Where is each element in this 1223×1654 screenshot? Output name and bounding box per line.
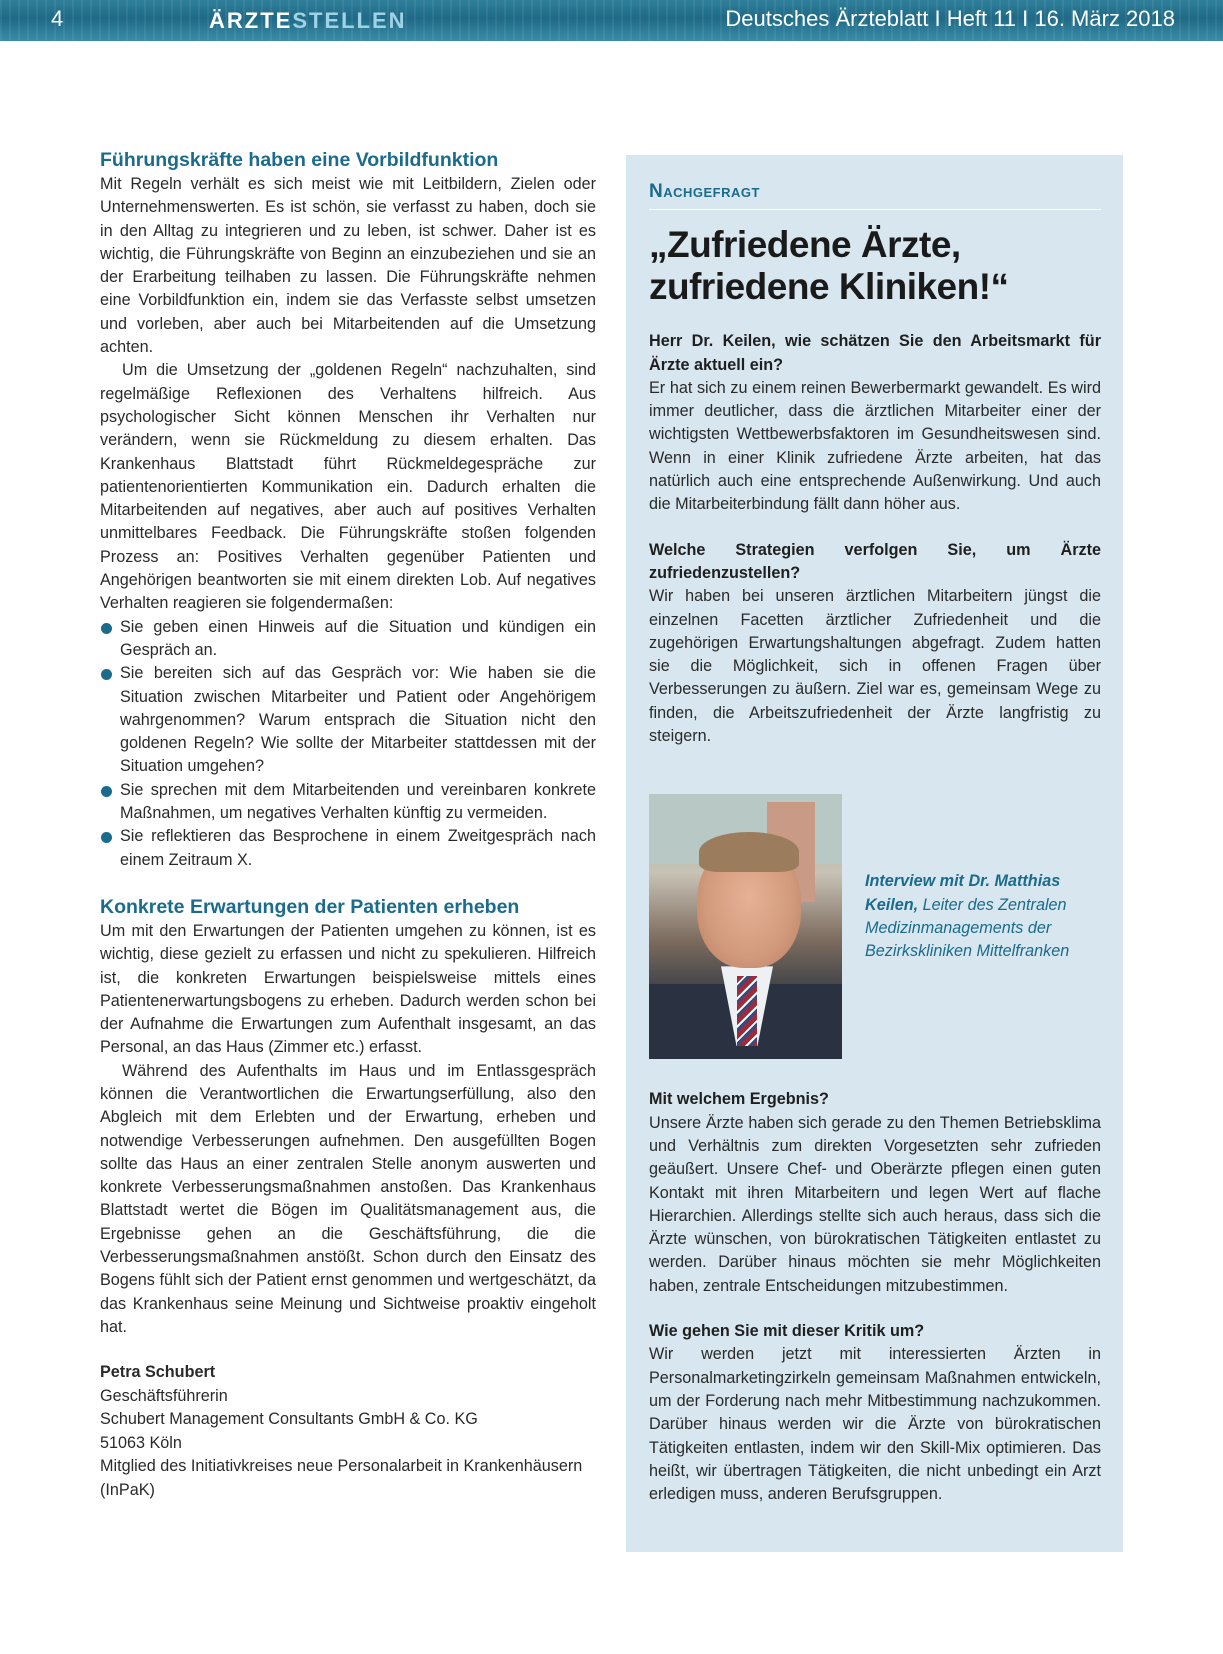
caption-role: Leiter des Zentralen Medizinmanagements der Bezirkskliniken Mittelfranken (865, 895, 1070, 961)
interview-box (626, 155, 1123, 1552)
author-city: 51063 Köln (100, 1433, 182, 1452)
issue-info: Deutsches Ärzteblatt I Heft 11 I 16. März 2018 (725, 6, 1175, 31)
caption-name: Interview mit Dr. Matthias Keilen, (865, 872, 1061, 914)
interview-question: Welche Strategien verfolgen Sie, um Ärzte zufriedenzustellen? (649, 540, 1101, 582)
page-number: 4 (51, 6, 64, 31)
author-name: Petra Schubert (100, 1363, 216, 1382)
interview-answer: Unsere Ärzte haben sich gerade zu den Themen Betriebsklima und Verhältnis zum direkten Vorgesetzten sehr zufrieden geäußert. Unsere Chef- und Oberärzte pflegen einen guten Kontakt mit ihren Mitarbeitern und legen Wert auf flache Hierarchien. Allerdings stellte sich auch heraus, dass sich die Ärzte wünschen, von bürokratischen Tätigkeiten entlastet zu werden. Darüber hinaus möchten sie mehr Möglichkeiten haben, zentrale Entscheidungen mitzubestimmen. (649, 1113, 1101, 1295)
interview-answer: Wir werden jetzt mit interessierten Ärzten in Personalmarketingzirkeln gemeinsam Maßnahmen entwickeln, um der Forderung nach mehr Mitbestimmung nachzukommen. Darüber hinaus werden wir die Ärzte von bürokratischen Tätigkeiten entlasten, indem wir den Skill-Mix optimieren. Das heißt, wir übertragen Tätigkeiten, die nicht unbedingt ein Arzt erledigen muss, anderen Berufsgruppen. (649, 1345, 1101, 1504)
paragraph: Während des Aufenthalts im Haus und im Entlassgespräch können die Verantwortlichen die Erwartungserfüllung, also den Abgleich mit dem Erlebten und der Erwartung, erheben und notwendige Verbesserungen aufnehmen. Den ausgefüllten Bogen sollte das Haus an einer zentralen Stelle anonym auswerten und konkrete Verbesserungsmaßnahmen anstoßen. Das Krankenhaus Blattstadt wertet die Bögen im Qualitätsmanagement aus, die Ergebnisse gehen an die Geschäftsführung, die die Verbesserungsmaßnahmen anstößt. Schon durch den Einsatz des Bogens fühlt sich der Patient ernst genommen und wertgeschätzt, da das Krankenhaus seine Meinung und Sichtweise proaktiv eingeholt hat. (100, 1061, 596, 1336)
paragraph: Um die Umsetzung der „goldenen Regeln“ nachzuhalten, sind regelmäßige Reflexionen des Verhaltens hilfreich. Aus psychologischer Sicht können Menschen ihr Verhalten nur verändern, wenn sie Rückmeldung zu diesem erhalten. Das Krankenhaus Blattstadt führt Rückmeldegespräche zur patientenorientierten Kommunikation ein. Dadurch erhalten die Mitarbeitenden auf negatives, aber auch auf positives Verhalten unmittelbares Feedback. Die Führungskräfte stoßen folgenden Prozess an: Positives Verhalten gegenüber Patienten und Angehörigen beantworten sie mit einem direkten Lob. Auf negatives Verhalten reagieren sie folgendermaßen: (100, 361, 596, 613)
headline-line: zufriedene Kliniken!“ (649, 266, 1009, 308)
headline-line: „Zufriedene Ärzte, (649, 224, 961, 266)
bullet-item: Sie bereiten sich auf das Gespräch vor: Wie haben sie die Situation zwischen Mitarbeiter und Patient oder Angehörigem wahrgenommen? Warum entsprach die Situation nicht den goldenen Regeln? Wie sollte der Mitarbeiter stattdessen mit der Situation umgehen? (100, 662, 596, 778)
logo-part1: ÄRZTE (209, 8, 293, 33)
interview-question: Herr Dr. Keilen, wie schätzen Sie den Arbeitsmarkt für Ärzte aktuell ein? (649, 332, 1101, 374)
paragraph: Um mit den Erwartungen der Patienten umgehen zu können, ist es wichtig, diese gezielt zu erfassen und nicht zu spekulieren. Hilfreich ist, die konkreten Erwartungen beispielsweise mittels eines Patientenerwartungsbogens zu erheben. Dadurch werden schon bei der Aufnahme die Erwartungen zum Aufenthalt insgesamt, an das Personal, an das Haus (Zimmer etc.) erfasst. (100, 921, 596, 1057)
interview-answer: Er hat sich zu einem reinen Bewerbermarkt gewandelt. Es wird immer deutlicher, dass die ärztlichen Mitarbeiter einer der wichtigsten Wettbewerbsfaktoren im Gesundheitswesen sind. Wenn in einer Klinik zufriedene Ärzte arbeiten, hat das natürlich auch eine entsprechende Außenwirkung. Und auch die Mitarbeiterbindung fällt dann höher aus. (649, 378, 1101, 514)
portrait-caption (865, 870, 1101, 963)
photo-tie (737, 976, 757, 1046)
bullet-item: Sie reflektieren das Besprochene in einem Zweitgespräch nach einem Zeitraum X. (100, 825, 596, 872)
interview-question: Mit welchem Ergebnis? (649, 1090, 829, 1109)
author-membership: Mitglied des Initiativkreises neue Personalarbeit in Krankenhäusern (InPaK) (100, 1457, 583, 1499)
bullet-item: Sie geben einen Hinweis auf die Situation und kündigen ein Gespräch an. (100, 616, 596, 663)
interview-question: Wie gehen Sie mit dieser Kritik um? (649, 1322, 925, 1341)
box-kicker: Nachgefragt (649, 180, 1101, 210)
photo-hair (699, 832, 799, 872)
bullet-list (100, 616, 596, 872)
article-left-column (100, 148, 596, 1502)
interview-answer: Wir haben bei unseren ärztlichen Mitarbeitern jüngst die einzelnen Facetten ärztlicher Zufriedenheit und die zugehörigen Erwartungshaltungen abgefragt. Zudem hatten sie die Möglichkeit, sich in offenen Fragen über Verbesserungen zu äußern. Ziel war es, gemeinsam Wege zu finden, die Arbeitszufriedenheit der Ärzte langfristig zu steigern. (649, 587, 1101, 746)
bullet-item: Sie sprechen mit dem Mitarbeitenden und vereinbaren konkrete Maßnahmen, um negatives Verhalten künftig zu vermeiden. (100, 779, 596, 826)
paragraph: Mit Regeln verhält es sich meist wie mit Leitbildern, Zielen oder Unternehmenswerten. Es ist schön, sie verfasst zu haben, doch sie in den Alltag zu integrieren und zu leben, ist schwer. Daher ist es wichtig, die Führungskräfte von Beginn an einzubeziehen und sie an der Erarbeitung teilhaben zu lassen. Die Führungskräfte nehmen eine Vorbildfunktion ein, indem sie das Verfasste selbst umsetzen und vorleben, aber auch bei Mitarbeitenden auf die Umsetzung achten. (100, 175, 596, 357)
section-heading-erwartungen: Konkrete Erwartungen der Patienten erheben (100, 895, 520, 918)
portrait-photo (649, 794, 842, 1059)
section-logo (209, 8, 407, 34)
author-company: Schubert Management Consultants GmbH & Co. KG (100, 1410, 478, 1429)
logo-part2: STELLEN (292, 8, 407, 33)
interview-headline (649, 224, 1101, 308)
author-role: Geschäftsführerin (100, 1386, 228, 1405)
interview-content (649, 180, 1101, 1528)
page-header (0, 0, 1223, 41)
section-heading-vorbild: Führungskräfte haben eine Vorbildfunktion (100, 149, 499, 171)
author-block (100, 1361, 596, 1502)
portrait-row (649, 772, 1101, 1062)
